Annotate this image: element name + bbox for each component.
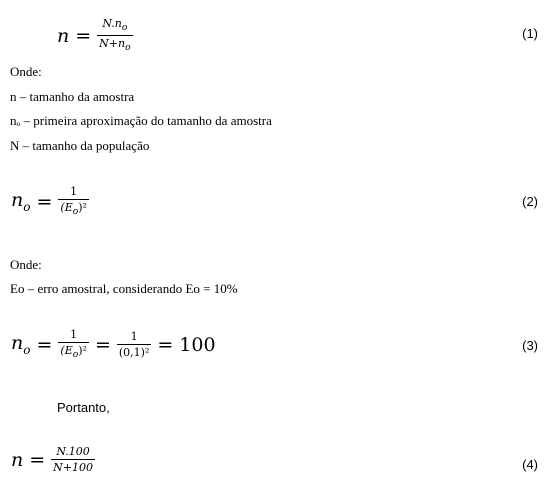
eq3-equals-3: = <box>157 333 174 356</box>
eq1-fraction <box>97 17 132 54</box>
eq1-equals: = <box>75 24 92 47</box>
onde-label-2: Onde: <box>10 257 42 272</box>
eq2-fraction <box>58 185 89 218</box>
portanto-text: Portanto, <box>57 400 110 415</box>
eq1-lhs: n <box>57 24 70 47</box>
eq4-number: (4) <box>522 457 538 472</box>
eq4-numerator: N.100 <box>56 445 90 458</box>
eq2-lhs: $n_o$ <box>11 189 31 214</box>
eq3-fraction-2 <box>117 330 152 359</box>
eq3-fraction-1-denominator: $(E_o)^2$ <box>60 344 87 361</box>
eq3-fraction-1 <box>58 328 89 361</box>
eq3-result: 100 <box>179 333 216 356</box>
eq2-numerator: 1 <box>70 185 78 198</box>
definition-Eo: Eo – erro amostral, considerando Eo = 10% <box>10 281 238 296</box>
eq2-denominator: $(E_o)^2$ <box>60 201 87 218</box>
eq3-fraction-2-denominator: (0,1)² <box>118 346 150 360</box>
equation-3 <box>11 328 216 361</box>
equation-2 <box>11 185 89 218</box>
eq4-fraction <box>51 445 95 474</box>
eq3-lhs: $n_o$ <box>11 332 31 357</box>
definition-n: n – tamanho da amostra <box>10 89 135 104</box>
definition-no: nₒ – primeira aproximação do tamanho da amostra <box>10 113 272 128</box>
equation-4 <box>11 445 95 474</box>
eq1-denominator: $N+n_o$ <box>99 37 131 54</box>
eq3-number: (3) <box>522 338 538 353</box>
eq3-equals-2: = <box>94 333 111 356</box>
eq2-equals: = <box>36 190 53 213</box>
eq1-numerator: $N.n_o$ <box>102 17 128 34</box>
eq4-equals: = <box>29 448 46 471</box>
eq1-number: (1) <box>522 26 538 41</box>
equation-1 <box>57 17 133 54</box>
eq3-fraction-1-numerator: 1 <box>70 328 78 341</box>
eq3-fraction-2-numerator: 1 <box>130 330 138 344</box>
onde-label-1: Onde: <box>10 64 42 79</box>
eq3-equals-1: = <box>36 333 53 356</box>
eq2-number: (2) <box>522 194 538 209</box>
definition-N: N – tamanho da população <box>10 138 150 153</box>
eq4-lhs: n <box>11 448 24 471</box>
eq4-denominator: N+100 <box>53 461 94 474</box>
